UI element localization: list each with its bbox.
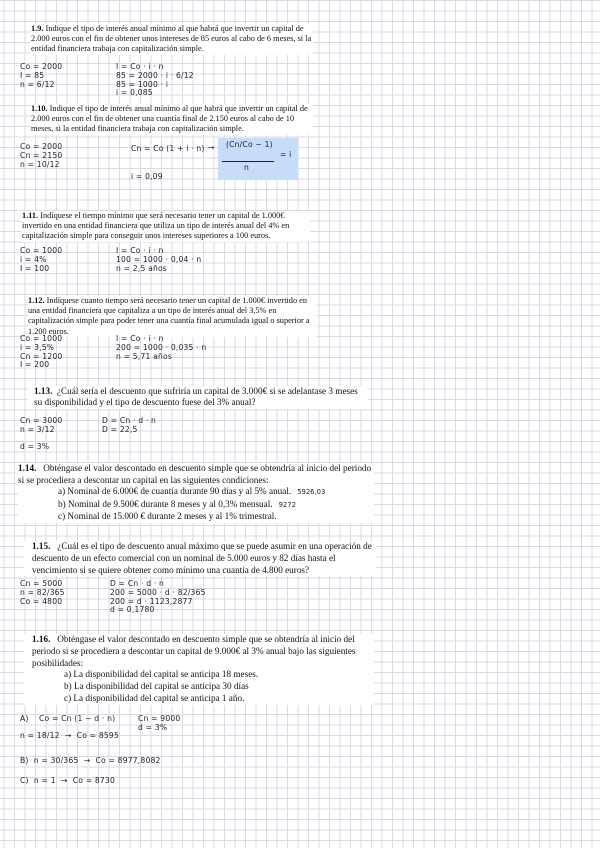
handwritten-data-1-15: Cn = 5000 n = 82/365 Co = 4800 [20, 579, 65, 606]
list-item: c) La disponibilidad del capital se anticipa 1 año. [64, 692, 245, 703]
handwritten-data-1-10: Co = 2000 Cn = 2150 n = 10/12 [20, 142, 63, 169]
handwritten-solution-1-12: I = Co · i · n 200 = 1000 · 0,035 · n n = 5,71 años [116, 334, 207, 361]
handwritten-result-1-10: i = 0,09 [131, 172, 163, 181]
problem-text: 1.10. Indique el tipo de interés anual mínimo al que habrá que invertir un capital de 2.000 euros con el fin de obtener una cuantía final de 2.150 euros al cabo de 10 meses, si la entidad financiera trabaja con capitalización simple. [31, 104, 308, 134]
problem-1-11 [22, 211, 310, 242]
handwritten-equals-i: = i [280, 150, 292, 159]
arrow-icon: → [208, 143, 215, 152]
handwritten-part-b: B) n = 30/365 → Co = 8977,8082 [20, 756, 161, 765]
list-item: b) Nominal de 9.500€ durante 8 meses y al 0,3% mensual. 9272 [58, 498, 296, 509]
problem-1-12 [28, 296, 316, 337]
handwritten-data-1-9: Co = 2000 I = 85 n = 6/12 [20, 62, 63, 89]
condition-list [18, 486, 374, 523]
handwritten-fraction-denominator: n [244, 163, 250, 172]
handwritten-answer: 9272 [278, 500, 296, 509]
list-item: b) La disponibilidad del capital se anticipa 30 días [64, 681, 249, 692]
handwritten-fraction-numerator: (Cn/Co − 1) [226, 140, 273, 149]
fraction-bar [222, 161, 274, 162]
problem-1-14 [18, 463, 374, 523]
problem-1-13 [28, 386, 368, 409]
list-item: a) Nominal de 6.000€ de cuantía durante 90 días y al 5% anual. 5926,03 [58, 486, 326, 497]
condition-list [24, 669, 374, 704]
handwritten-answer: 5926,03 [297, 488, 326, 497]
problem-1-10 [31, 104, 313, 135]
handwritten-solution-1-9: I = Co · i · n 85 = 2000 · i · 6/12 85 = 1000 · i i = 0,085 [116, 62, 194, 98]
problem-text: 1.12. Indíquese cuanto tiempo será necesario tener un capital de 1.000€ invertido en una entidad financiera que capitaliza a un tipo de interés anual del 3,5% en capitalización simple para poder tener una cuantía final acumulada igual o superior a 1.200 euros. [28, 296, 310, 336]
problem-text: 1.13. ¿Cuál sería el descuento que sufriría un capital de 3.000€ si se adelantase 3 meses su disponibilidad y el tipo de descuento fuese del 3% anual? [34, 386, 358, 408]
list-item: c) Nominal de 15.000 € durante 2 meses y al 1% trimestral. [58, 511, 277, 522]
problem-1-9 [31, 24, 313, 55]
problem-text: 1.11. Indíquese el tiempo mínimo que será necesario tener un capital de 1.000€ invertido en una entidad financiera que utiliza un tipo de interés anual del 4% en capitalización simple para conseguir unos intereses superiores a 100 euros. [22, 211, 290, 241]
problem-text: 1.16. Obténgase el valor descontado en descuento simple que se obtendría al inicio del periodo si se procediera a descontar un capital de 9.000€ al 3% anual bajo las siguientes posibilidades: [32, 634, 356, 668]
handwritten-part-a: A) Co = Cn (1 − d · n) [20, 714, 116, 723]
problem-text: 1.15. ¿Cuál es el tipo de descuento anual máximo que se puede asumir en una operación de descuento de un efecto comercial con un nominal de 5.000 euros y 82 días hasta el vencimiento si se quiere obtener como mínimo una cuantía de 4.800 euros? [32, 541, 372, 575]
handwritten-data-1-13: Cn = 3000 n = 3/12 d = 3% [20, 416, 63, 452]
handwritten-part-c: C) n = 1 → Co = 8730 [20, 776, 116, 785]
problem-1-15 [24, 541, 376, 576]
problem-text: 1.9. Indique el tipo de interés anual mínimo al que habrá que invertir un capital de 2.000 euros con el fin de obtener unos intereses de 85 euros al cabo de 6 meses, si la entidad financiera trabaja con capitalización simple. [31, 24, 312, 54]
handwritten-formula-1-10: Cn = Co (1 + i · n) [131, 144, 205, 153]
problem-1-16 [24, 634, 374, 705]
handwritten-part-a-data: Cn = 9000 d = 3% [138, 714, 181, 732]
handwritten-solution-1-11: I = Co · i · n 100 = 1000 · 0,04 · n n = 2,5 años [116, 246, 202, 273]
list-item: a) La disponibilidad del capital se anticipa 18 meses. [64, 669, 259, 680]
handwritten-part-a-result: n = 18/12 → Co = 8595 [20, 731, 119, 740]
handwritten-data-1-12: Co = 1000 i = 3,5% Cn = 1200 I = 200 [20, 334, 63, 370]
problem-text: 1.14. Obténgase el valor descontado en descuento simple que se obtendría al inicio del periodo si se procediera a descontar un capital en las siguientes condiciones: [18, 463, 372, 485]
handwritten-solution-1-13: D = Cn · d · n D = 22,5 [102, 416, 157, 434]
handwritten-data-1-11: Co = 1000 i = 4% I = 100 [20, 246, 63, 273]
handwritten-solution-1-15: D = Cn · d · n 200 = 5000 · d · 82/365 200 = d · 1123,2877 d = 0,1780 [110, 579, 206, 615]
